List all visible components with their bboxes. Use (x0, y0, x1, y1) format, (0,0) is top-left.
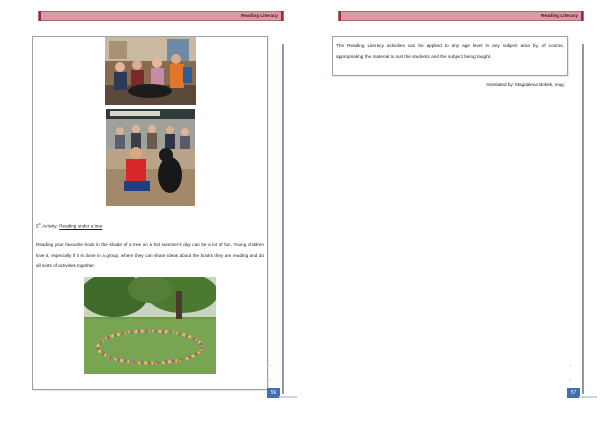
activity-number: 5 (36, 223, 39, 229)
header-marker-start (39, 11, 41, 21)
left-margin-dot (270, 380, 271, 381)
left-header-bar (38, 11, 284, 21)
left-header-title: Reading Literacy (240, 13, 278, 18)
reading-literacy-note: The Reading Literacy activities can be applied to any age level in any subject area by, of course, appropriating the material to suit the students and the subject being taught. (336, 43, 564, 59)
header-marker-end (581, 11, 583, 21)
translator-credit: translated by: Magdalena Bobek, mag. (486, 82, 565, 87)
left-page-number: 56 (267, 388, 280, 398)
header-marker-end (281, 11, 283, 21)
right-page (300, 0, 600, 424)
right-header-bar (338, 11, 584, 21)
right-page-number-tail (579, 396, 597, 398)
left-margin-dot (270, 365, 271, 366)
right-page-edge-rule (582, 44, 584, 394)
left-page-edge-rule (282, 44, 284, 394)
children-circle-under-tree-photo (84, 277, 216, 374)
activity-paragraph: Reading your favourite book in the shade of a tree on a hot summer’s day can be a lot of fun. Young children love it, especially if it is done in a group, where they can share ideas about the books they are reading and do all sorts of activities together. (36, 242, 264, 268)
header-marker-start (339, 11, 341, 21)
right-page-number: 57 (567, 388, 580, 398)
left-page-number-tail (279, 396, 297, 398)
right-margin-dot (570, 380, 571, 381)
right-note-frame (332, 36, 568, 76)
right-header-title: Reading Literacy (540, 13, 578, 18)
activity-heading (36, 219, 264, 232)
activity-title: Reading under a tree (59, 223, 103, 229)
boy-with-dog-photo (106, 109, 195, 206)
activity-label: Activity: (41, 223, 60, 229)
right-margin-dot (570, 365, 571, 366)
activity-ordinal-suffix: th (38, 222, 42, 226)
children-with-dog-photo (105, 37, 196, 105)
left-content-frame (32, 36, 268, 390)
